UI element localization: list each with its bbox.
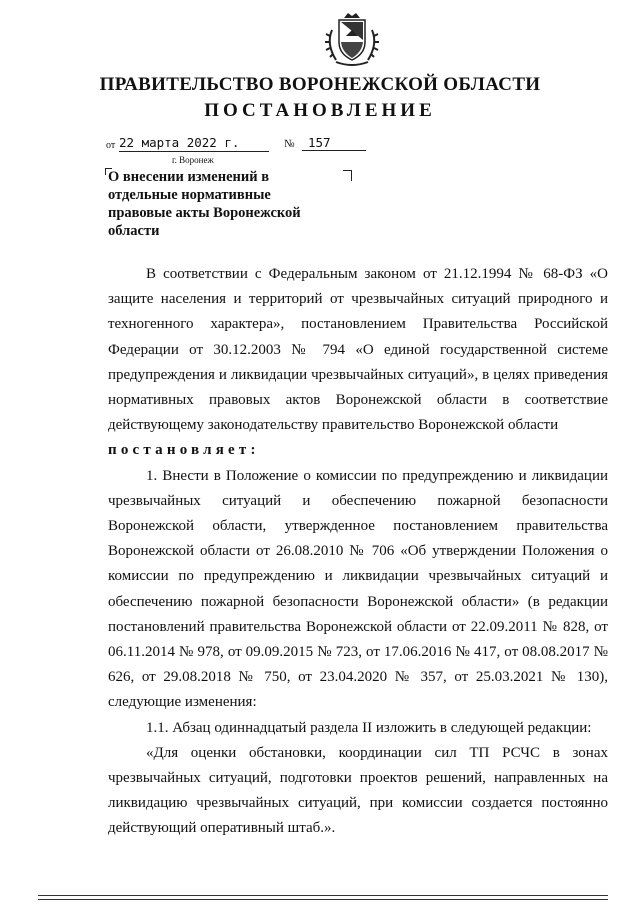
date-prefix: от [106,140,116,151]
preamble-paragraph: В соответствии с Федеральным законом от 21.12.1994 № 68-ФЗ «О защите населения и территорий от чрезвычайных ситуаций природного и техногенного характера», постановлением Правительства Российской Федерации от 30.12.2003 № 794 «О единой государственной системе предупреждения и ликвидации чрезвычайных ситуаций», в целях приведения нормативных правовых актов Воронежской области в соответствие действующему законодательству правительство Воронежской области [108,266,608,434]
document-body [108,262,608,842]
subject-bracket-right [343,170,352,181]
document-meta [106,135,376,155]
document-type-title: ПОСТАНОВЛЕНИЕ [204,100,436,121]
number-prefix: № [284,138,295,150]
document-number: 157 [302,135,366,151]
quote-paragraph: «Для оценки обстановки, координации сил ТП РСЧС в зонах чрезвычайных ситуаций, подготовки проектов решений, направленных на ликвидацию чрезвычайных ситуаций, при комиссии создается постоянно действующий оперативный штаб.». [108,744,608,837]
bottom-divider-second [38,899,608,900]
document-date: 22 марта 2022 г. [119,135,269,152]
document-subject: О внесении изменений в отдельные нормативные правовые акты Воронежской области [108,169,301,239]
item-1-paragraph: 1. Внести в Положение о комиссии по предупреждению и ликвидации чрезвычайных ситуаций и обеспечению пожарной безопасности Воронежской области, утвержденное постановлением правительства Воронежской области от 26.08.2010 № 706 «Об утверждении Положения о комиссии по предупреждению и ликвидации чрезвычайных ситуаций и обеспечению пожарной безопасности Воронежской области» (в редакции постановлений правительства Воронежской области от 22.09.2011 № 828, от 06.11.2014 № 978, от 09.09.2015 № 723, от 17.06.2016 № 417, от 08.08.2017 № 626, от 29.08.2018 № 750, от 23.04.2020 № 357, от 25.03.2021 № 130), следующие изменения: [108,467,608,711]
organization-title: ПРАВИТЕЛЬСТВО ВОРОНЕЖСКОЙ ОБЛАСТИ [99,74,541,95]
decree-word: постановляет: [108,442,260,459]
city-label: г. Воронеж [172,155,214,165]
bottom-divider [38,895,608,896]
voronezh-coat-of-arms-icon [322,12,382,68]
item-1-1-paragraph: 1.1. Абзац одиннадцатый раздела II изложить в следующей редакции: [146,719,592,736]
